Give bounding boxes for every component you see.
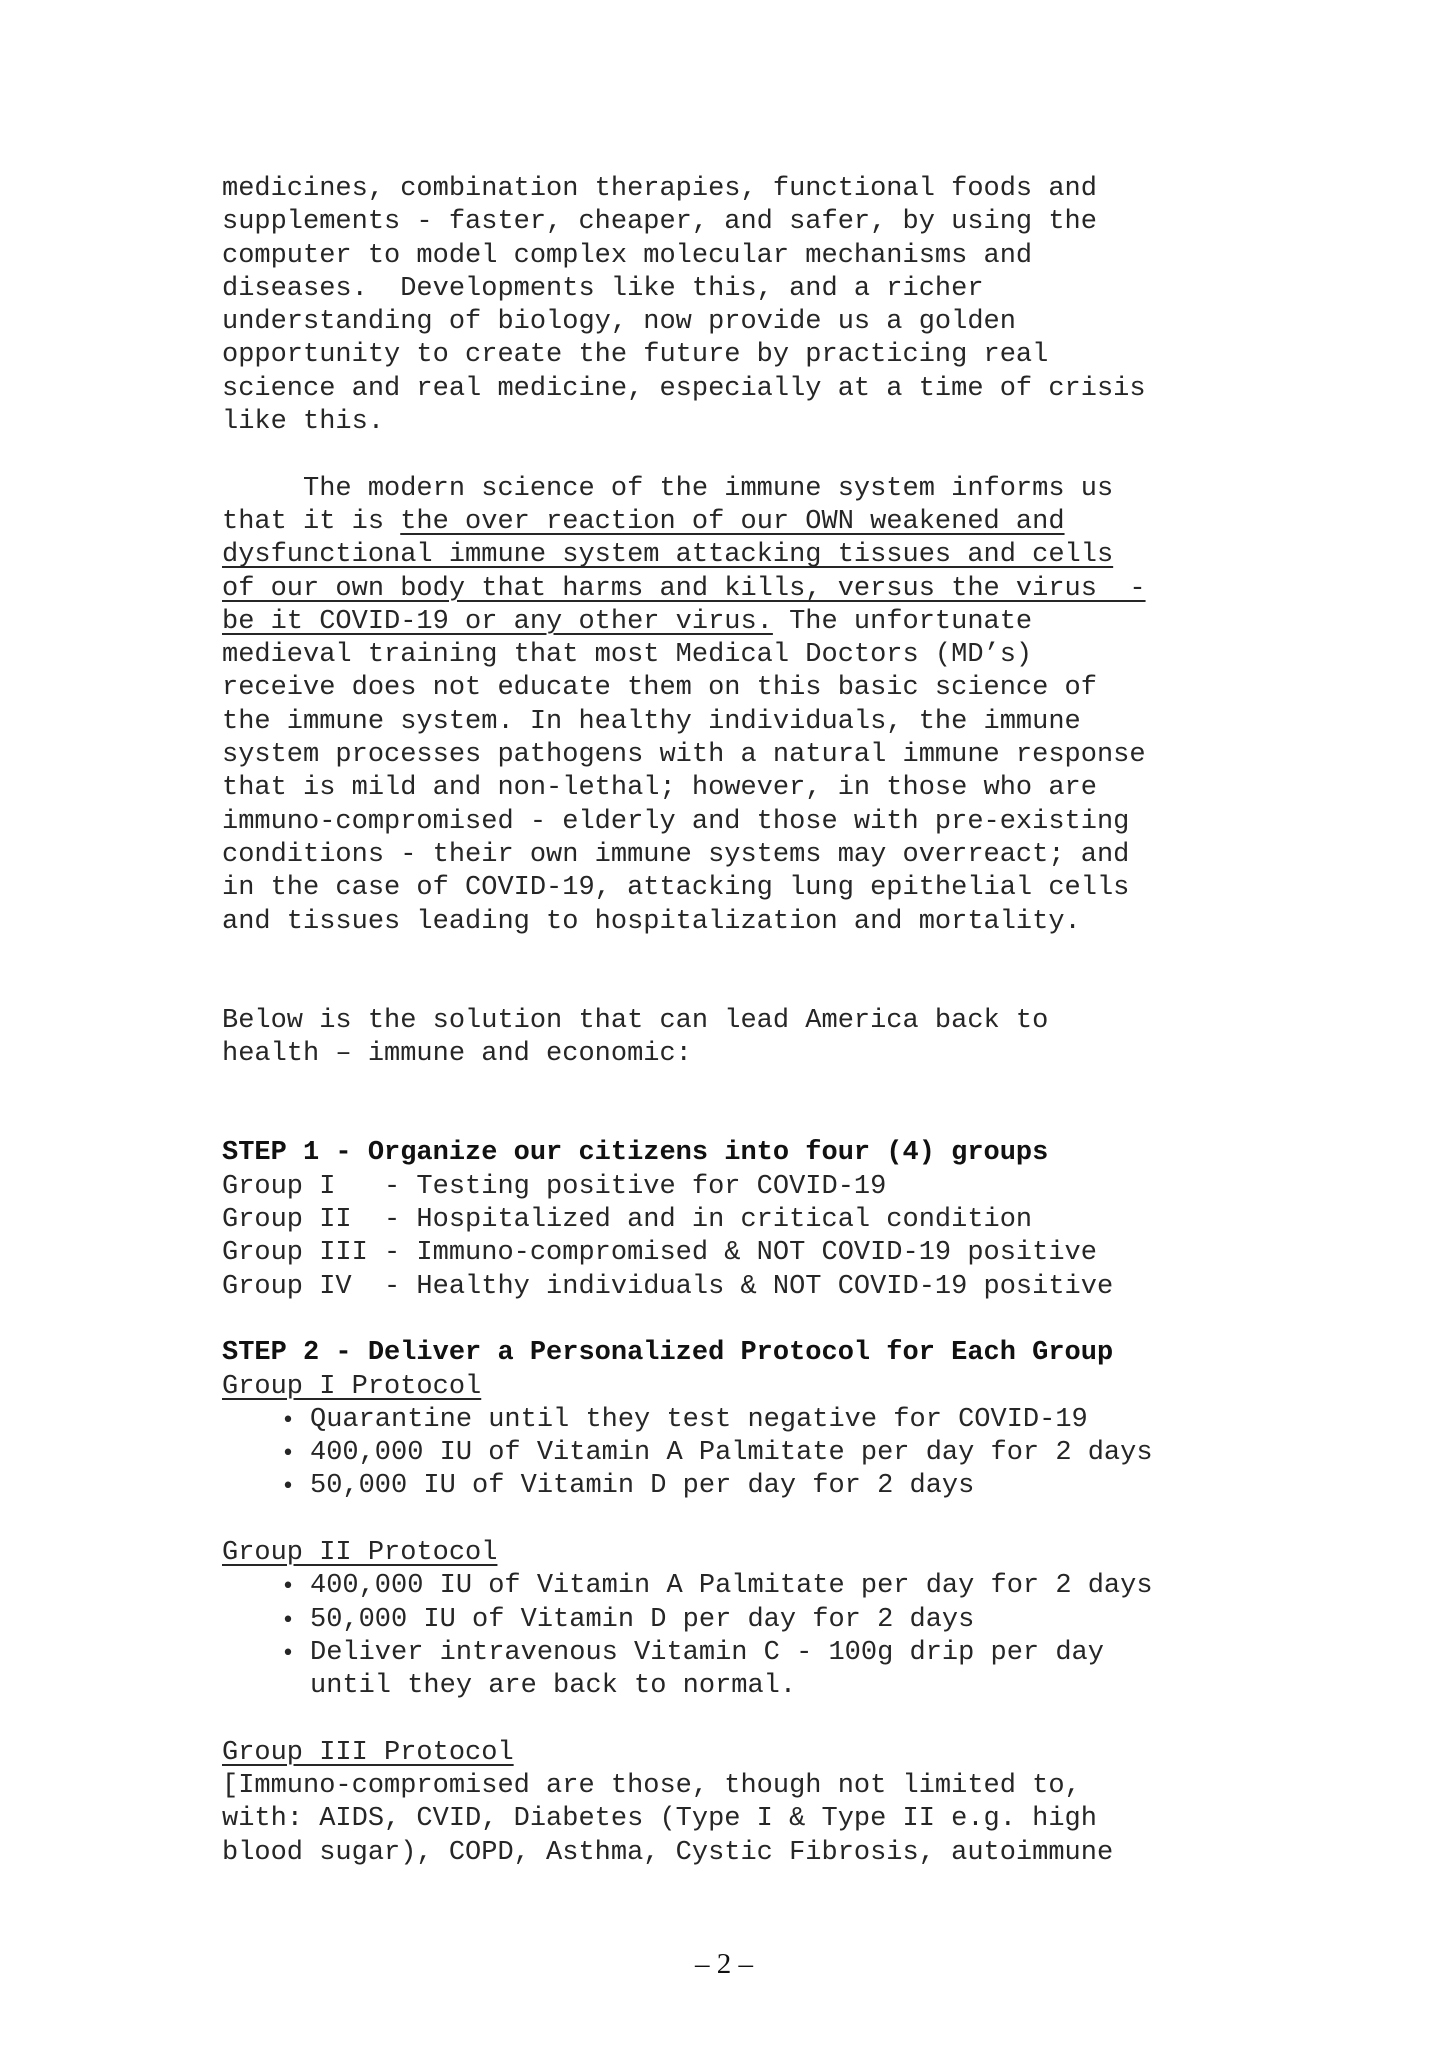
text-line: with: AIDS, CVID, Diabetes (Type I & Type II e.g. high (222, 1804, 1097, 1835)
text-line (222, 506, 1262, 539)
bullet-icon: • (281, 1640, 295, 1666)
protocol-title: Group III Protocol (222, 1737, 514, 1768)
text-line: computer to model complex molecular mechanisms and (222, 240, 1033, 271)
step-1-section (222, 1137, 1262, 1303)
bullet-icon: • (281, 1441, 295, 1467)
protocol-title: Group I Protocol (222, 1371, 482, 1402)
text-line: and tissues leading to hospitalization and mortality. (222, 906, 1081, 937)
protocol-title: Group II Protocol (222, 1537, 498, 1568)
text-line: medicines, combination therapies, functional foods and (222, 174, 1097, 204)
paragraph-immune-science (222, 473, 1262, 939)
text-line: health – immune and economic: (222, 1039, 692, 1070)
text-line: opportunity to create the future by practicing real (222, 340, 1049, 371)
step-2-heading: STEP 2 - Deliver a Personalized Protocol for Each Group (222, 1338, 1114, 1369)
list-item-continuation: until they are back to normal. (310, 1671, 797, 1702)
list-item-text: Quarantine until they test negative for COVID-19 (310, 1404, 1088, 1435)
list-item (222, 1604, 1262, 1637)
group-line: Group I - Testing positive for COVID-19 (222, 1171, 887, 1202)
page-number: – 2 – (695, 1948, 753, 1980)
underlined-text: be it COVID-19 or any other virus. (222, 606, 773, 637)
text-line: that is mild and non-lethal; however, in those who are (222, 773, 1097, 804)
underlined-text: of our own body that harms and kills, versus the virus - (222, 573, 1146, 604)
list-item (222, 1637, 1262, 1670)
text-line: in the case of COVID-19, attacking lung epithelial cells (222, 873, 1130, 904)
group-line: Group IV - Healthy individuals & NOT COVID-19 positive (222, 1271, 1114, 1302)
list-item-text: 50,000 IU of Vitamin D per day for 2 days (310, 1604, 975, 1635)
list-item-text: 50,000 IU of Vitamin D per day for 2 days (310, 1471, 975, 1502)
text-span: that it is (222, 506, 401, 537)
text-line: [Immuno-compromised are those, though not limited to, (222, 1771, 1081, 1802)
list-item (222, 1470, 1262, 1503)
bullet-icon: • (281, 1607, 295, 1633)
text-line: conditions - their own immune systems may overreact; and (222, 839, 1130, 870)
text-line (222, 539, 1262, 572)
text-line: Below is the solution that can lead America back to (222, 1005, 1049, 1036)
text-line: system processes pathogens with a natural immune response (222, 740, 1146, 771)
list-item-text: Deliver intravenous Vitamin C - 100g drip per day (310, 1637, 1104, 1668)
paragraph-solution (222, 1005, 1262, 1072)
group-line: Group II - Hospitalized and in critical condition (222, 1205, 1033, 1236)
text-line: supplements - faster, cheaper, and safer, by using the (222, 207, 1097, 238)
document-page (222, 173, 1262, 1870)
text-line: medieval training that most Medical Doctors (MD’s) (222, 640, 1033, 671)
text-line: The modern science of the immune system informs us (222, 473, 1114, 504)
step-2-section (222, 1337, 1262, 1870)
list-item-text: 400,000 IU of Vitamin A Palmitate per day for 2 days (310, 1438, 1153, 1469)
list-item-text: 400,000 IU of Vitamin A Palmitate per day for 2 days (310, 1571, 1153, 1602)
underlined-text: the over reaction of our OWN weakened and (400, 506, 1065, 537)
text-span: The unfortunate (772, 606, 1033, 637)
text-line (222, 606, 1262, 639)
text-line (222, 573, 1262, 606)
list-item (222, 1437, 1262, 1470)
underlined-text: dysfunctional immune system attacking tissues and cells (222, 540, 1114, 571)
text-line: science and real medicine, especially at a time of crisis (222, 373, 1146, 404)
text-line: the immune system. In healthy individuals, the immune (222, 706, 1081, 737)
text-line: blood sugar), COPD, Asthma, Cystic Fibrosis, autoimmune (222, 1837, 1114, 1868)
group-2-protocol (222, 1537, 1262, 1703)
text-line: receive does not educate them on this basic science of (222, 673, 1097, 704)
bullet-icon: • (281, 1474, 295, 1500)
paragraph-intro (222, 173, 1262, 439)
list-item (222, 1404, 1262, 1437)
text-line: understanding of biology, now provide us a golden (222, 307, 1016, 338)
bullet-icon: • (281, 1407, 295, 1433)
bullet-icon: • (281, 1574, 295, 1600)
group-line: Group III - Immuno-compromised & NOT COVID-19 positive (222, 1238, 1097, 1269)
text-line: immuno-compromised - elderly and those with pre-existing (222, 806, 1130, 837)
group-3-protocol (222, 1737, 1262, 1870)
text-line: diseases. Developments like this, and a richer (222, 273, 984, 304)
step-1-heading: STEP 1 - Organize our citizens into four (4) groups (222, 1138, 1049, 1169)
text-line: like this. (222, 407, 385, 438)
group-1-protocol (222, 1371, 1262, 1504)
list-item (222, 1570, 1262, 1603)
